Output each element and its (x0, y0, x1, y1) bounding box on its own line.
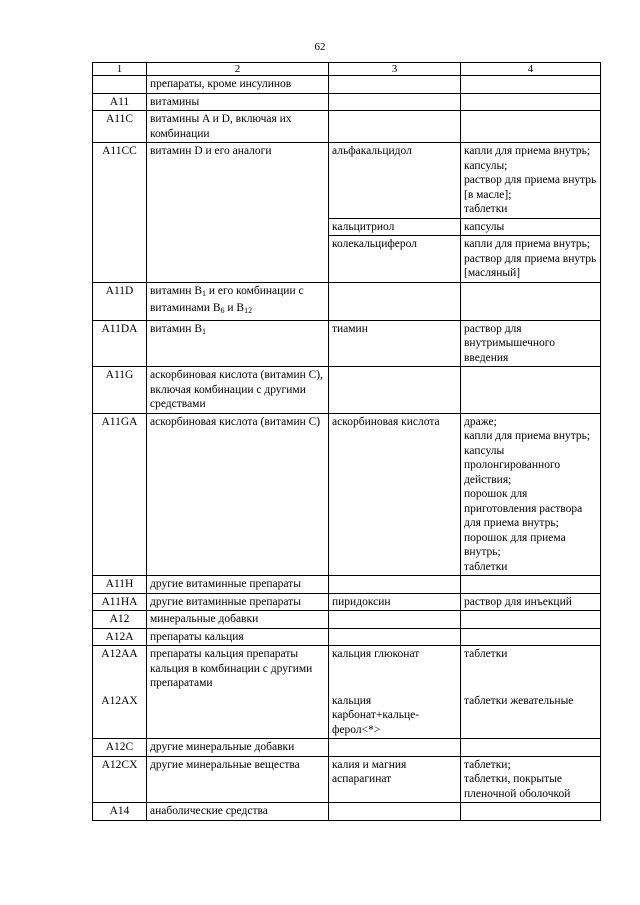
subscript: 12 (244, 306, 253, 315)
atc-code: A11D (93, 282, 147, 320)
table-row (93, 111, 601, 143)
group-name: другие витаминные препараты (147, 576, 329, 594)
dosage-form-line: таблетки жевательные (464, 694, 574, 707)
drug-name: пиридоксин (329, 593, 461, 611)
table-row (93, 320, 601, 367)
atc-code: A11 (93, 93, 147, 111)
drug-name (329, 282, 461, 320)
table-row (93, 593, 601, 611)
atc-code-line: A12AX (101, 694, 138, 707)
dosage-form (461, 367, 601, 414)
header-row (93, 63, 601, 76)
atc-code: A12A (93, 628, 147, 646)
dosage-form (461, 413, 601, 576)
subscript: 1 (202, 288, 206, 298)
group-name: витамин D и его аналоги (147, 143, 329, 283)
atc-code: A14 (93, 803, 147, 821)
dosage-form (461, 803, 601, 821)
dosage-form-line: таблетки, покрытые пленочной оболочкой (464, 773, 571, 800)
atc-code (93, 76, 147, 94)
atc-code: A11HA (93, 593, 147, 611)
dosage-form (461, 76, 601, 94)
group-name: витамины A и D, включая их комбинации (147, 111, 329, 143)
dosage-form (461, 739, 601, 757)
header-cell: 1 (93, 63, 147, 76)
dosage-form-line: таблетки; (464, 758, 511, 771)
atc-code: A12CX (93, 756, 147, 803)
header-cell: 3 (329, 63, 461, 76)
group-name: препараты кальция (147, 628, 329, 646)
drug-name-line: кальция глюконат (332, 648, 420, 660)
table-row (93, 367, 601, 414)
dosage-form-line: порошок для приема внутрь; (464, 531, 566, 558)
spacer (332, 678, 457, 694)
atc-code: A11CC (93, 143, 147, 283)
group-name: аскорбиновая кислота (витамин C), включая комбинации с другими средствами (147, 367, 329, 414)
table-row (93, 803, 601, 821)
dosage-form (461, 628, 601, 646)
spacer (464, 662, 597, 678)
group-text: витамин B (150, 284, 202, 297)
table-row (93, 739, 601, 757)
dosage-form-line: таблетки (464, 203, 508, 215)
group-text: витамин B (150, 322, 202, 335)
dosage-form (461, 646, 601, 739)
spacer (96, 678, 143, 694)
dosage-form-line: капли для приема внутрь; (464, 145, 591, 157)
group-name: другие минеральные вещества (147, 756, 329, 803)
dosage-form-line: таблетки (464, 560, 508, 573)
atc-code (93, 646, 147, 739)
dosage-form-line: порошок для приготовления раствора для приема внутрь; (464, 488, 583, 529)
dosage-form-line: капли для приема внутрь; (464, 430, 591, 442)
dosage-form (461, 93, 601, 111)
header-cell: 2 (147, 63, 329, 76)
group-name: анаболические средства (147, 803, 329, 821)
dosage-form (461, 111, 601, 143)
subscript: 1 (202, 326, 206, 336)
table-row (93, 93, 601, 111)
drug-name (329, 611, 461, 629)
group-name (147, 320, 329, 367)
group-name: аскорбиновая кислота (витамин C) (147, 413, 329, 576)
dosage-form (461, 282, 601, 320)
drug-name (329, 367, 461, 414)
table-row (93, 756, 601, 803)
table-row (93, 76, 601, 94)
drug-name: колекальциферол (329, 236, 461, 283)
dosage-form-line: капсулы; (464, 159, 508, 172)
drug-name (329, 93, 461, 111)
dosage-form-line: драже; (464, 415, 497, 428)
atc-code: A11GA (93, 413, 147, 576)
dosage-form-line: капсулы пролонгированного действия; (464, 444, 561, 486)
atc-code: A12C (93, 739, 147, 757)
dosage-form: раствор для инъекций (461, 593, 601, 611)
group-name: препараты, кроме инсулинов (147, 76, 329, 94)
dosage-form-line: раствор для приема внутрь [масляный] (464, 252, 597, 279)
drug-name: аскорбиновая кислота (329, 413, 461, 576)
drug-name: тиамин (329, 320, 461, 367)
dosage-form (461, 756, 601, 803)
atc-code-line: A12AA (101, 648, 138, 660)
group-name (147, 282, 329, 320)
table-row (93, 646, 601, 739)
drug-name (329, 628, 461, 646)
drug-name (329, 576, 461, 594)
group-name: минеральные добавки (147, 611, 329, 629)
group-name: препараты кальция препараты кальция в комбинации с другими препаратами (147, 646, 329, 739)
dosage-form-line: таблетки (464, 648, 508, 660)
table-row (93, 628, 601, 646)
dosage-form-line: капли для приема внутрь; (464, 238, 591, 250)
drug-name (329, 803, 461, 821)
atc-code: A11DA (93, 320, 147, 367)
table-row (93, 611, 601, 629)
table-row (93, 413, 601, 576)
atc-code: A12 (93, 611, 147, 629)
atc-code: A11C (93, 111, 147, 143)
drug-name (329, 76, 461, 94)
drug-name-line: кальция карбонат+кальце-ферол<*> (332, 694, 420, 736)
subscript: 6 (220, 306, 225, 315)
drug-table (92, 62, 601, 821)
drug-name: калия и магния аспарагинат (329, 756, 461, 803)
spacer (96, 662, 143, 678)
table-row (93, 143, 601, 219)
group-name: другие витаминные препараты (147, 593, 329, 611)
drug-name: кальцитриол (329, 218, 461, 236)
drug-name (329, 739, 461, 757)
spacer (464, 678, 597, 694)
dosage-form: капсулы (461, 218, 601, 236)
dosage-form-line: раствор для приема внутрь [в масле]; (464, 174, 597, 201)
dosage-form (461, 236, 601, 283)
dosage-form (461, 143, 601, 219)
drug-name: альфакальцидол (329, 143, 461, 219)
group-text: и его комбинации с витаминами B (150, 284, 304, 314)
table-row (93, 282, 601, 320)
group-name: витамины (147, 93, 329, 111)
atc-code: A11H (93, 576, 147, 594)
drug-name (329, 111, 461, 143)
dosage-form: раствор для внутримышечного введения (461, 320, 601, 367)
page-number: 62 (314, 41, 326, 53)
dosage-form (461, 611, 601, 629)
atc-code: A11G (93, 367, 147, 414)
group-text: и B (224, 302, 245, 314)
spacer (332, 662, 457, 678)
dosage-form (461, 576, 601, 594)
group-name: другие минеральные добавки (147, 739, 329, 757)
drug-name (329, 646, 461, 739)
table-row (93, 576, 601, 594)
header-cell: 4 (461, 63, 601, 76)
